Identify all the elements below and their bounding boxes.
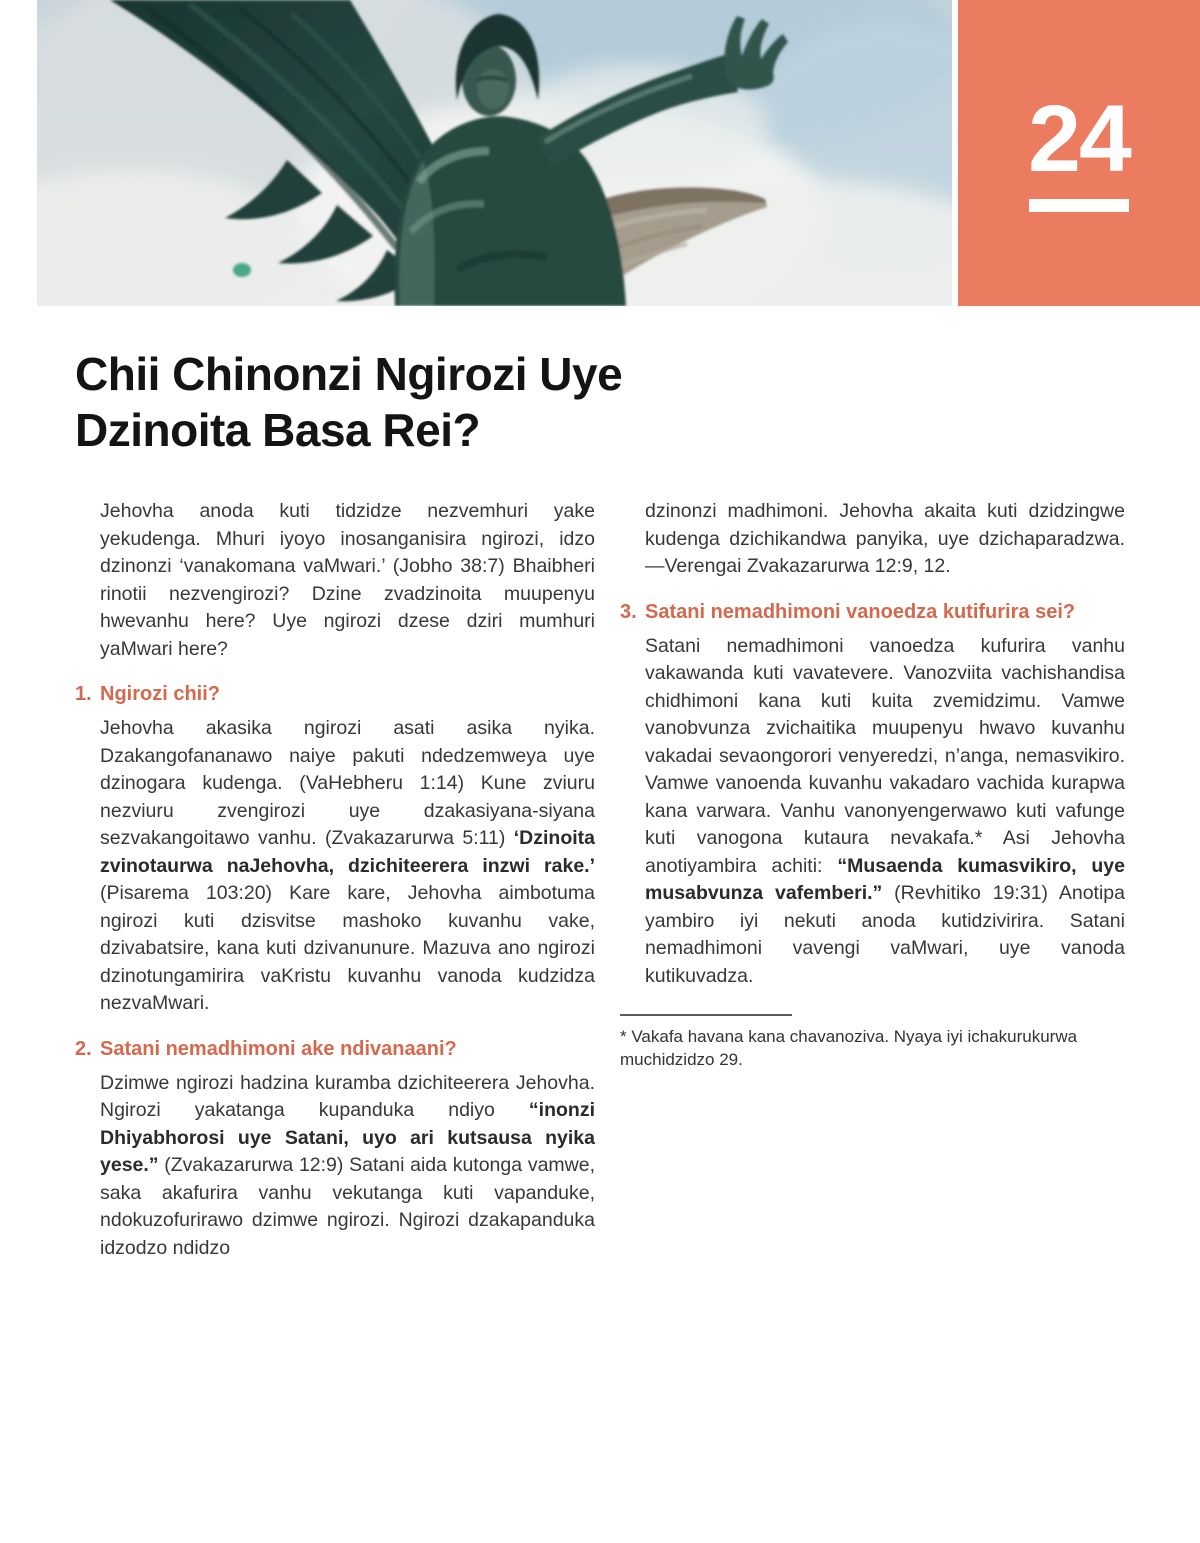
bold-scripture-quote: ‘Dzinoita zvinotaurwa naJehovha, dzichiteerera inzwi rake.’ — [100, 827, 595, 877]
chapter-number: 24 — [1028, 86, 1130, 192]
body-paragraph — [75, 1070, 595, 1263]
body-text: dzinonzi madhimoni. Jehovha akaita kuti dzidzingwe kudenga dzichikandwa panyika, uye dzichaparadzwa.—Verengai Zvakazarurwa 12:9, 12. — [645, 500, 1125, 577]
chapter-number-badge — [958, 0, 1200, 306]
question-heading — [75, 681, 595, 708]
question-number: 2. — [75, 1037, 92, 1060]
body-text: (Zvakazarurwa 12:9) Satani aida kutonga vamwe, saka akafurira vanhu vekutanga kuti vapanduke, ndokuzofurirawo dzimwe ngirozi. Ngirozi dzakapanduka idzodzo ndidzo — [100, 1154, 595, 1259]
question-text: Satani nemadhimoni ake ndivanaani? — [100, 1037, 457, 1060]
body-text: Dzimwe ngirozi hadzina kuramba dzichiteerera Jehovha. Ngirozi yakatanga kupanduka ndiyo — [100, 1071, 595, 1121]
chapter-underline — [1029, 199, 1129, 212]
article-columns — [75, 498, 1125, 1275]
footnote-divider — [620, 1014, 792, 1016]
question-heading — [620, 599, 1125, 626]
angel-statue-photo — [37, 0, 952, 306]
right-column — [620, 498, 1125, 1275]
angel-statue-image — [37, 0, 952, 306]
page-title-line1: Chii Chinonzi Ngirozi Uye — [75, 348, 623, 400]
body-text: Jehovha anoda kuti tidzidze nezvemhuri yake yekudenga. Mhuri iyoyo inosanganisira ngirozi, idzo dzinonzi ‘vanakomana vaMwari.’ (Jobho 38:7) Bhaibheri rinotii nezvengirozi? Dzine zvadzinoita muupenyu hwevanhu here? Uye ngirozi dzese dziri mumhuri yaMwari here? — [100, 500, 595, 660]
body-paragraph — [620, 633, 1125, 991]
body-paragraph — [75, 715, 595, 1018]
body-text: Satani nemadhimoni vanoedza kufurira vanhu vakawanda kuti vavatevere. Vanozviita vachishandisa chidhimoni kana kuti kuita zvemidzimu. Vamwe vanobvunza zvichaitika muupenyu hwavo kuvanhu vakadai sevaongorori venyeredzi, n’anga, nemasvikiro. Vamwe vanoenda kuvanhu vakadaro vachida kurapwa kana varwara. Vanhu vanonyengerwawo kuti vafunge kuti vanogona kutaura nevakafa.* Asi Jehovha anotiyambira achiti: — [645, 634, 1125, 877]
body-text: Jehovha akasika ngirozi asati asika nyika. Dzakangofananawo naiye pakuti ndedzemweya uye dzinogara kudenga. (VaHebheru 1:14) Kune zviuru nezviuru zvengirozi uye dzakasiyana-siyana sezvakangoitawo vanhu. (Zvakazarurwa 5:11) — [100, 717, 595, 849]
footnote-text: * Vakafa havana kana chavanoziva. Nyaya iyi ichakurukurwa muchidzidzo 29. — [620, 1027, 1078, 1069]
page-title — [75, 346, 622, 458]
left-column — [75, 498, 595, 1275]
page-title-line2: Dzinoita Basa Rei? — [75, 404, 481, 456]
question-number: 1. — [75, 683, 92, 705]
body-paragraph — [620, 498, 1125, 581]
bold-scripture-quote: “inonzi Dhiyabhorosi uye Satani, uyo ari kutsausa nyika yese.” — [100, 1099, 595, 1176]
body-text: (Revhitiko 19:31) Anotipa yambiro iyi nekuti anoda kutidzivirira. Satani nemadhimoni vavengi vaMwari, uye vanoda kutikuvadza. — [645, 882, 1125, 987]
body-paragraph — [75, 498, 595, 663]
footnote — [620, 1014, 1125, 1071]
question-text: Satani nemadhimoni vanoedza kutifurira sei? — [645, 600, 1076, 623]
question-number: 3. — [620, 600, 637, 623]
question-text: Ngirozi chii? — [100, 683, 220, 705]
header — [0, 0, 1200, 306]
body-text: (Pisarema 103:20) Kare kare, Jehovha aimbotuma ngirozi kuti dzisvitse mashoko kuvanhu vake, dzivabatsire, kana kuti dzivanunure. Mazuva ano ngirozi dzinotungamirira vaKristu kuvanhu vanoda kudzidza nezvaMwari. — [100, 882, 595, 1014]
question-heading — [75, 1036, 595, 1063]
bold-scripture-quote: “Musaenda kumasvikiro, uye musabvunza vafemberi.” — [645, 854, 1125, 904]
